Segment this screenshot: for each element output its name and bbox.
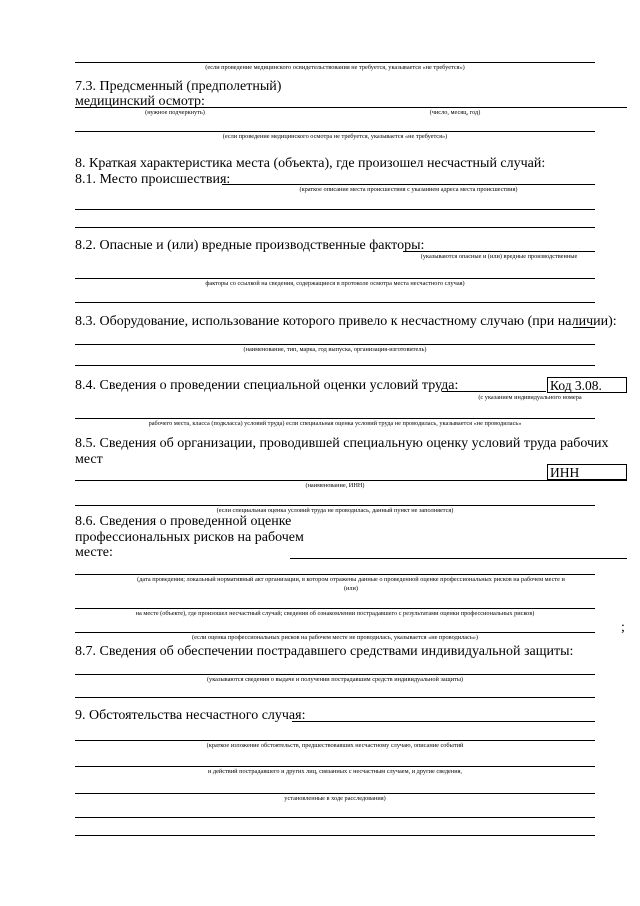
line[interactable] <box>75 574 595 575</box>
hint: (если проведение медицинского осмотра не требуется, указывается «не требуется») <box>222 133 448 140</box>
hint: (если оценка профессиональных рисков на рабочем месте не проводилась, указывается «не проводилась») <box>191 634 478 641</box>
org-field[interactable] <box>75 480 627 481</box>
line[interactable] <box>75 632 595 633</box>
section-8-title: 8. Краткая характеристика места (объекта), где произошел несчастный случай: <box>75 156 546 171</box>
hint: (если проведение медицинского освидетельствования не требуется, указывается «не требуется») <box>205 64 465 71</box>
line[interactable] <box>75 835 595 836</box>
hint: установленные в ходе расследования) <box>284 795 386 802</box>
line[interactable] <box>75 608 595 609</box>
hint: рабочего места, класса (подкласса) условий труда) если специальная оценка условий труда не проводилась, указывается «не проводилась» <box>148 420 522 427</box>
line <box>75 131 595 132</box>
hint: на месте (объекте), где произошел несчастный случай; сведения об ознакомлении пострадавшего с результатами оценки профессиональных рисков) <box>135 610 535 617</box>
semicolon: ; <box>621 620 625 635</box>
place-field[interactable] <box>222 184 595 185</box>
line[interactable] <box>75 278 595 279</box>
hint: (если специальная оценка условий труда не проводилась, данный пункт не заполняется) <box>216 507 454 514</box>
section-9-title: 9. Обстоятельства несчастного случая: <box>75 708 306 723</box>
section-8-6-title-cont: месте: <box>75 545 113 560</box>
sout-field[interactable] <box>442 391 546 392</box>
section-8-3-title: 8.3. Оборудование, использование которого привело к несчастному случаю (при наличии): <box>75 314 617 329</box>
circumstances-field[interactable] <box>292 721 595 722</box>
hint: и действий пострадавшего и других лиц, связанных с несчастным случаем, и другие сведения, <box>207 768 463 775</box>
hint: (указываются опасные и (или) вредные производственные <box>420 253 578 260</box>
section-7-3-title: 7.3. Предсменный (предполетный) <box>75 79 282 94</box>
line[interactable] <box>75 740 595 741</box>
line[interactable] <box>75 674 595 675</box>
line[interactable] <box>75 344 595 345</box>
hint: (краткое описание места происшествия с указанием адреса места происшествия) <box>299 186 518 193</box>
line <box>75 62 595 63</box>
risk-field[interactable] <box>290 558 627 559</box>
section-8-5-title-cont: мест <box>75 452 103 467</box>
equipment-field[interactable] <box>573 327 595 328</box>
line[interactable] <box>75 302 595 303</box>
section-8-7-title: 8.7. Сведения об обеспечении пострадавшего средствами индивидуальной защиты: <box>75 644 574 659</box>
section-7-3-title-cont: медицинский осмотр: <box>75 94 205 109</box>
factors-field[interactable] <box>403 251 595 252</box>
hint: (число, месяц, год) <box>429 109 481 116</box>
line[interactable] <box>75 227 595 228</box>
hint: (указываются сведения о выдаче и получении пострадавшим средств индивидуальной защиты) <box>206 676 464 683</box>
hint: (или) <box>343 585 359 592</box>
section-8-4-title: 8.4. Сведения о проведении специальной оценки условий труда: <box>75 378 459 393</box>
line[interactable] <box>75 209 595 210</box>
hint: (наименование, ИНН) <box>305 482 365 489</box>
line[interactable] <box>75 418 595 419</box>
hint: (с указанием индивидуального номера <box>478 394 582 401</box>
line[interactable] <box>75 817 595 818</box>
hint: (нужное подчеркнуть) <box>145 109 205 116</box>
line[interactable] <box>75 697 595 698</box>
hint: факторы со ссылкой на сведения, содержащиеся в протоколе осмотра места несчастного случая) <box>205 280 465 287</box>
section-8-6-title: 8.6. Сведения о проведенной оценке <box>75 514 292 529</box>
section-8-2-title: 8.2. Опасные и (или) вредные производственные факторы: <box>75 238 425 253</box>
line[interactable] <box>75 766 595 767</box>
line <box>75 107 627 108</box>
hint: (наименование, тип, марка, год выпуска, организация-изготовитель) <box>243 346 427 353</box>
inn-box[interactable]: ИНН <box>547 464 627 480</box>
hint: (дата проведения; локальный нормативный акт организации, в котором отражены данные о проведенной оценке профессиональных рисков на рабочем месте и <box>137 576 565 583</box>
hint: (краткое изложение обстоятельств, предшествовавших несчастному случаю, описание событий <box>206 742 464 749</box>
section-8-5-title: 8.5. Сведения об организации, проводившей специальную оценку условий труда рабочих <box>75 436 609 451</box>
section-8-6-title-cont: профессиональных рисков на рабочем <box>75 530 304 545</box>
line[interactable] <box>75 505 595 506</box>
line[interactable] <box>75 365 595 366</box>
section-8-1-title: 8.1. Место происшествия: <box>75 172 231 187</box>
kod-box[interactable]: Код 3.08. <box>547 377 627 393</box>
line[interactable] <box>75 793 595 794</box>
